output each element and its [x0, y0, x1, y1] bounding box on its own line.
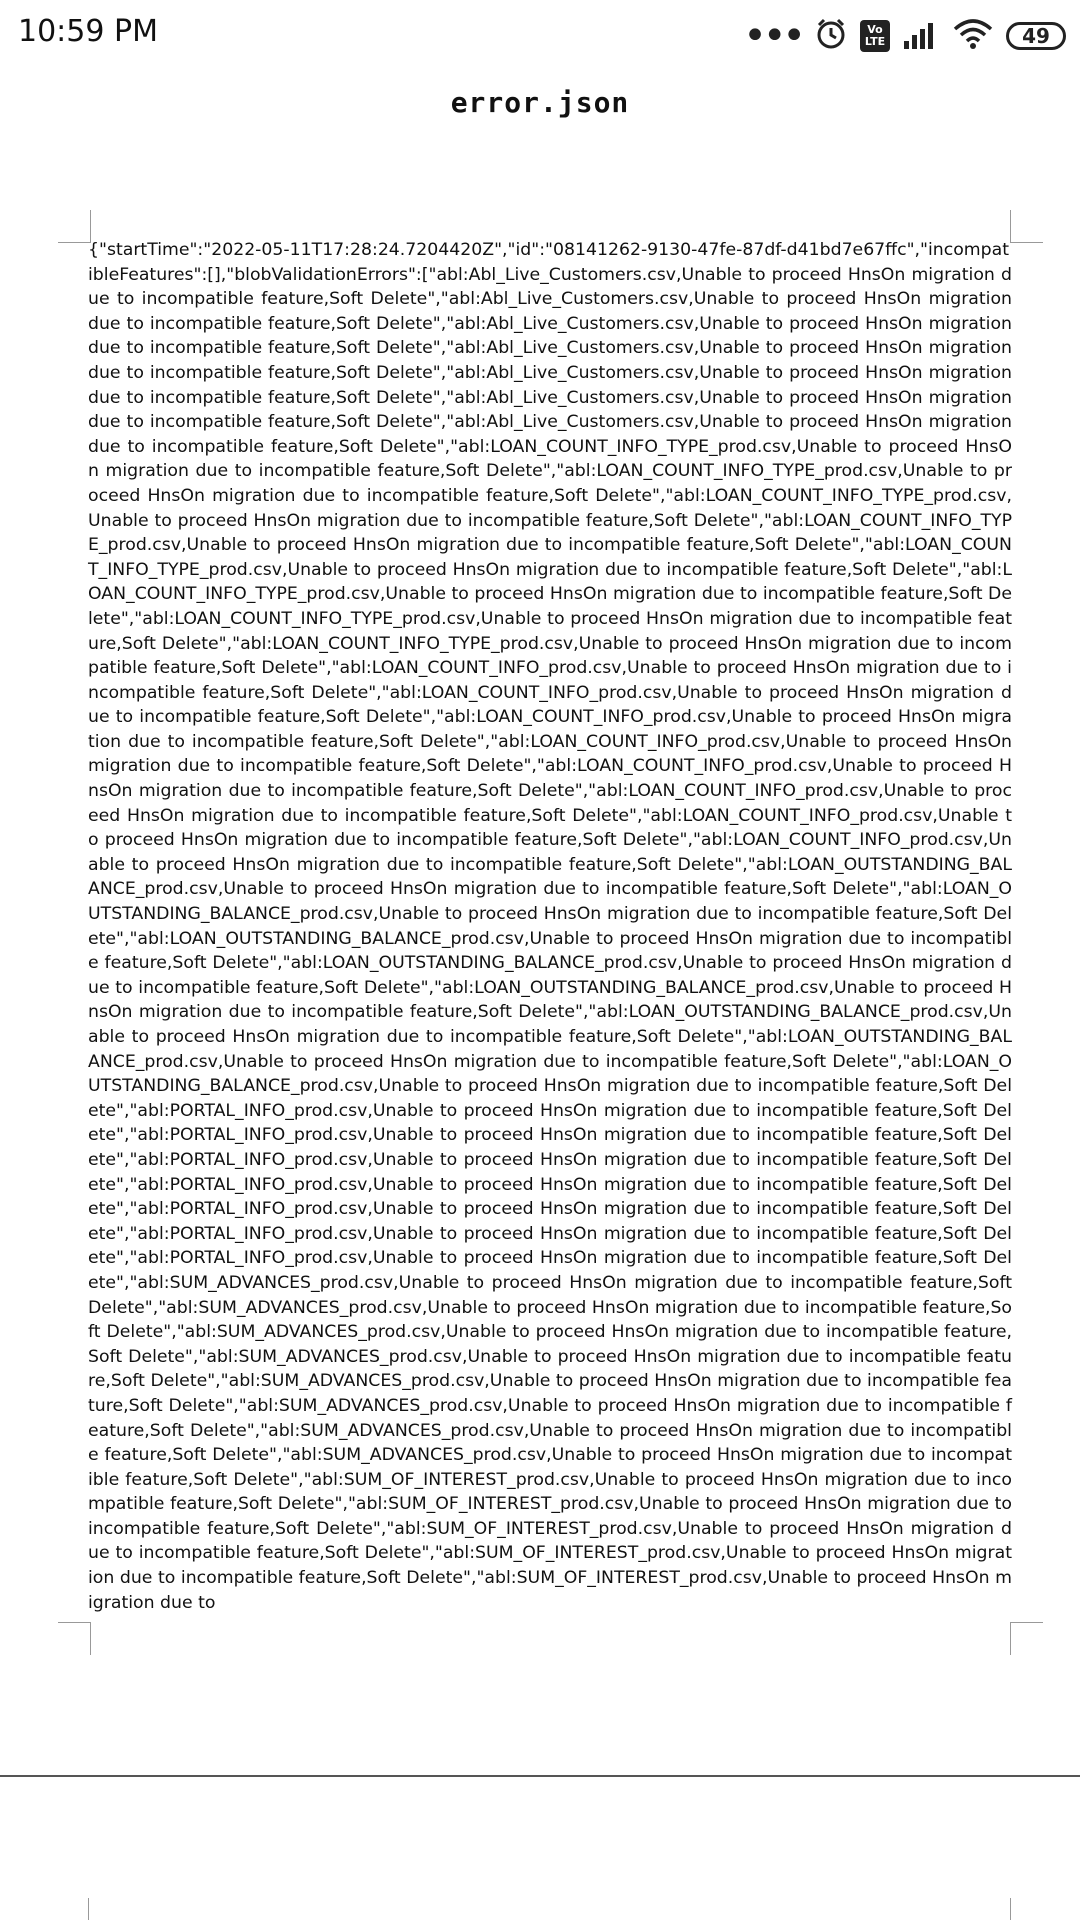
status-bar — [0, 0, 1080, 70]
next-page-corner-left — [88, 1898, 89, 1920]
alarm-icon — [814, 17, 848, 55]
page-divider — [0, 1775, 1080, 1777]
wifi-icon — [952, 17, 994, 55]
next-page-corner-right — [1010, 1898, 1011, 1920]
document-title: error.json — [450, 86, 630, 119]
status-icons — [743, 14, 1066, 58]
page-corner-top-left — [58, 210, 91, 243]
status-time: 10:59 PM — [18, 14, 158, 49]
page-corner-top-right — [1010, 210, 1043, 243]
page-corner-bottom-right — [1010, 1622, 1043, 1655]
battery-icon — [1006, 22, 1066, 50]
volte-label-top: Vo — [867, 23, 883, 36]
volte-icon — [860, 20, 890, 52]
more-dots-icon: ••• — [743, 13, 802, 59]
document-content[interactable]: {"startTime":"2022-05-11T17:28:24.7204420Z","id":"08141262-9130-47fe-87df-d41bd7e67ffc","incompatibleFeatures":[],"blobValidationErrors":["abl:Abl_Live_Customers.csv,Unable to proceed HnsOn migration due to incompatible feature,Soft Delete","abl:Abl_Live_Customers.csv,Unable to proceed HnsOn migration due to incompatible feature,Soft Delete","abl:Abl_Live_Customers.csv,Unable to proceed HnsOn migration due to incompatible feature,Soft Delete","abl:Abl_Live_Customers.csv,Unable to proceed HnsOn migration due to incompatible feature,Soft Delete","abl:Abl_Live_Customers.csv,Unable to proceed HnsOn migration due to incompatible feature,Soft Delete","abl:Abl_Live_Customers.csv,Unable to proceed HnsOn migration due to incompatible feature,Soft Delete","abl:Abl_Live_Customers.csv,Unable to proceed HnsOn migration due to incompatible feature,Soft Delete","abl:LOAN_COUNT_INFO_TYPE_prod.csv,Unable to proceed HnsOn migration due to incompatible feature,Soft Delete","abl:LOAN_COUNT_INFO_TYPE_prod.csv,Unable to proceed HnsOn migration due to incompatible feature,Soft Delete","abl:LOAN_COUNT_INFO_TYPE_prod.csv,Unable to proceed HnsOn migration due to incompatible feature,Soft Delete","abl:LOAN_COUNT_INFO_TYPE_prod.csv,Unable to proceed HnsOn migration due to incompatible feature,Soft Delete","abl:LOAN_COUNT_INFO_TYPE_prod.csv,Unable to proceed HnsOn migration due to incompatible feature,Soft Delete","abl:LOAN_COUNT_INFO_TYPE_prod.csv,Unable to proceed HnsOn migration due to incompatible feature,Soft Delete","abl:LOAN_COUNT_INFO_TYPE_prod.csv,Unable to proceed HnsOn migration due to incompatible feature,Soft Delete","abl:LOAN_COUNT_INFO_TYPE_prod.csv,Unable to proceed HnsOn migration due to incompatible feature,Soft Delete","abl:LOAN_COUNT_INFO_prod.csv,Unable to proceed HnsOn migration due to incompatible feature,Soft Delete","abl:LOAN_COUNT_INFO_prod.csv,Unable to proceed HnsOn migration due to incompatible feature,Soft Delete","abl:LOAN_COUNT_INFO_prod.csv,Unable to proceed HnsOn migration due to incompatible feature,Soft Delete","abl:LOAN_COUNT_INFO_prod.csv,Unable to proceed HnsOn migration due to incompatible feature,Soft Delete","abl:LOAN_COUNT_INFO_prod.csv,Unable to proceed HnsOn migration due to incompatible feature,Soft Delete","abl:LOAN_COUNT_INFO_prod.csv,Unable to proceed HnsOn migration due to incompatible feature,Soft Delete","abl:LOAN_COUNT_INFO_prod.csv,Unable to proceed HnsOn migration due to incompatible feature,Soft Delete","abl:LOAN_COUNT_INFO_prod.csv,Unable to proceed HnsOn migration due to incompatible feature,Soft Delete","abl:LOAN_OUTSTANDING_BALANCE_prod.csv,Unable to proceed HnsOn migration due to incompatible feature,Soft Delete","abl:LOAN_OUTSTANDING_BALANCE_prod.csv,Unable to proceed HnsOn migration due to incompatible feature,Soft Delete","abl:LOAN_OUTSTANDING_BALANCE_prod.csv,Unable to proceed HnsOn migration due to incompatible feature,Soft Delete","abl:LOAN_OUTSTANDING_BALANCE_prod.csv,Unable to proceed HnsOn migration due to incompatible feature,Soft Delete","abl:LOAN_OUTSTANDING_BALANCE_prod.csv,Unable to proceed HnsOn migration due to incompatible feature,Soft Delete","abl:LOAN_OUTSTANDING_BALANCE_prod.csv,Unable to proceed HnsOn migration due to incompatible feature,Soft Delete","abl:LOAN_OUTSTANDING_BALANCE_prod.csv,Unable to proceed HnsOn migration due to incompatible feature,Soft Delete","abl:LOAN_OUTSTANDING_BALANCE_prod.csv,Unable to proceed HnsOn migration due to incompatible feature,Soft Delete","abl:PORTAL_INFO_prod.csv,Unable to proceed HnsOn migration due to incompatible feature,Soft Delete","abl:PORTAL_INFO_prod.csv,Unable to proceed HnsOn migration due to incompatible feature,Soft Delete","abl:PORTAL_INFO_prod.csv,Unable to proceed HnsOn migration due to incompatible feature,Soft Delete","abl:PORTAL_INFO_prod.csv,Unable to proceed HnsOn migration due to incompatible feature,Soft Delete","abl:PORTAL_INFO_prod.csv,Unable to proceed HnsOn migration due to incompatible feature,Soft Delete","abl:PORTAL_INFO_prod.csv,Unable to proceed HnsOn migration due to incompatible feature,Soft Delete","abl:PORTAL_INFO_prod.csv,Unable to proceed HnsOn migration due to incompatible feature,Soft Delete","abl:SUM_ADVANCES_prod.csv,Unable to proceed HnsOn migration due to incompatible feature,Soft Delete","abl:SUM_ADVANCES_prod.csv,Unable to proceed HnsOn migration due to incompatible feature,Soft Delete","abl:SUM_ADVANCES_prod.csv,Unable to proceed HnsOn migration due to incompatible feature,Soft Delete","abl:SUM_ADVANCES_prod.csv,Unable to proceed HnsOn migration due to incompatible feature,Soft Delete","abl:SUM_ADVANCES_prod.csv,Unable to proceed HnsOn migration due to incompatible feature,Soft Delete","abl:SUM_ADVANCES_prod.csv,Unable to proceed HnsOn migration due to incompatible feature,Soft Delete","abl:SUM_ADVANCES_prod.csv,Unable to proceed HnsOn migration due to incompatible feature,Soft Delete","abl:SUM_ADVANCES_prod.csv,Unable to proceed HnsOn migration due to incompatible feature,Soft Delete","abl:SUM_OF_INTEREST_prod.csv,Unable to proceed HnsOn migration due to incompatible feature,Soft Delete","abl:SUM_OF_INTEREST_prod.csv,Unable to proceed HnsOn migration due to incompatible feature,Soft Delete","abl:SUM_OF_INTEREST_prod.csv,Unable to proceed HnsOn migration due to incompatible feature,Soft Delete","abl:SUM_OF_INTEREST_prod.csv,Unable to proceed HnsOn migration due to incompatible feature,Soft Delete","abl:SUM_OF_INTEREST_prod.csv,Unable to proceed HnsOn migration due to — [88, 240, 1013, 1613]
signal-icon — [902, 19, 940, 53]
page-corner-bottom-left — [58, 1622, 91, 1655]
battery-level: 49 — [1022, 24, 1050, 48]
volte-label-bottom: LTE — [864, 35, 886, 48]
